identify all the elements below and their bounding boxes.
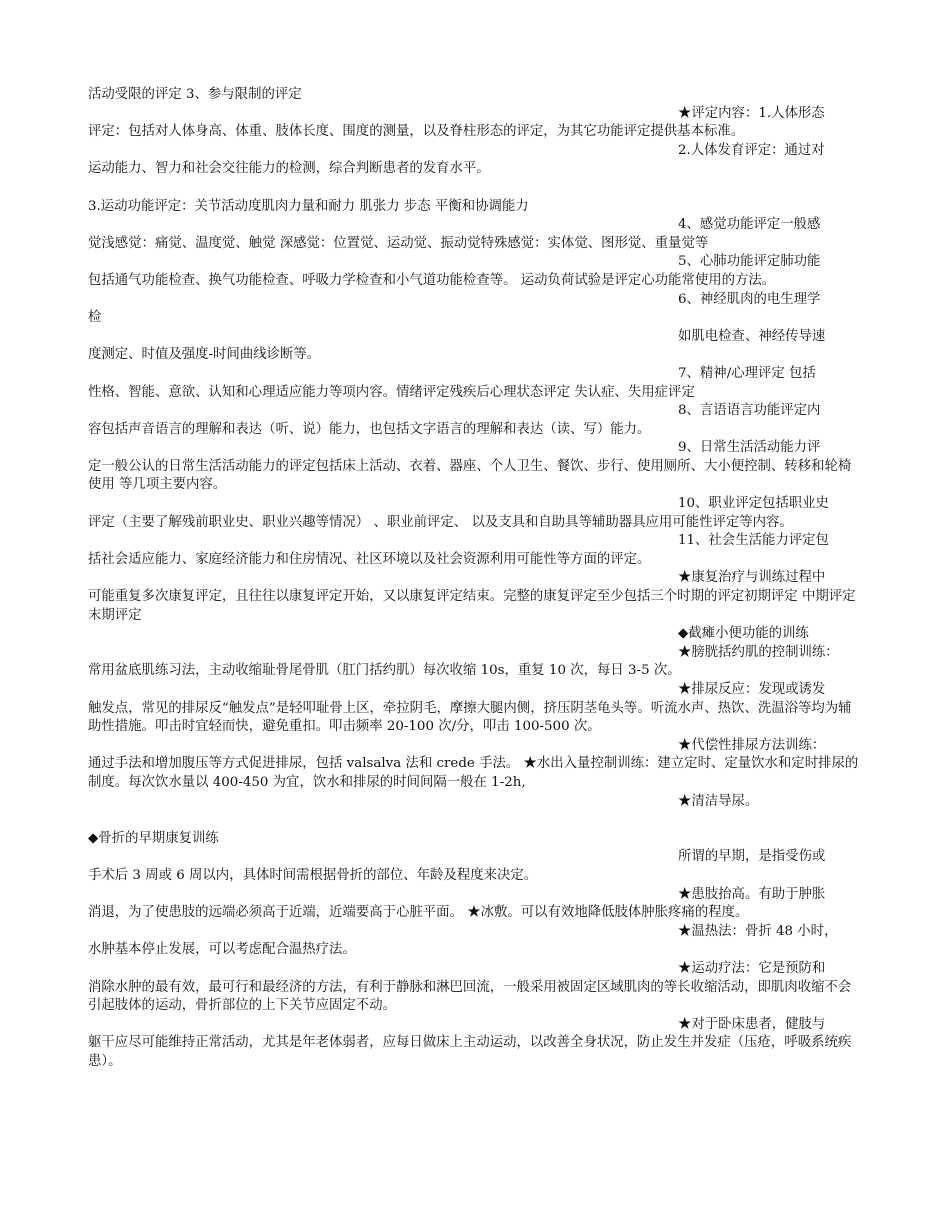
paragraph-text: 包括通气功能检查、换气功能检查、呼吸力学检查和小气道功能检查等。 运动负荷试验是评定心功能常使用的方法。 — [88, 272, 776, 288]
paragraph-text: 容包括声音语言的理解和表达（听、说）能力，也包括文字语言的理解和表达（读、写）能力。 — [88, 421, 651, 437]
paragraph-sphincter-training — [88, 644, 862, 681]
paragraph-heat-therapy — [88, 923, 862, 960]
paragraph-text: 躯干应尽可能维持正常活动，尤其是年老体弱者，应每日做床上主动运动，以改善全身状况，防止发生并发症（压疮，呼吸系统疾患）。 — [88, 1035, 852, 1069]
spacer — [88, 179, 862, 198]
paragraph-development-assessment — [88, 142, 862, 179]
paragraph-text: 触发点，常见的排尿反“触发点”是轻叩耻骨上区，牵拉阴毛，摩擦大腿内侧，挤压阴茎龟头等。听流水声、热饮、洗温浴等均为辅助性措施。叩击时宜轻而快，避免重扣。叩击频率 20-100 次/分，叩击 100-500 次。 — [88, 700, 852, 735]
paragraph-lead: ★膀胱括约肌的控制训练： — [678, 644, 839, 660]
paragraph-lead: 9、日常生活活动能力评 — [678, 440, 821, 456]
paragraph-text: 可能重复多次康复评定，且往往以康复评定开始，又以康复评定结束。完整的康复评定至少包括三个时期的评定初期评定 中期评定 末期评定 — [88, 589, 856, 623]
paragraph-text: 手术后 3 周或 6 周以内，具体时间需根据骨折的部位、年龄及程度来决定。 — [88, 867, 538, 883]
paragraph-sensory-function — [88, 216, 862, 253]
paragraph-emg — [88, 328, 862, 365]
paragraph-vocational — [88, 495, 862, 532]
paragraph-neuromuscular — [88, 291, 862, 328]
paragraph-lead: ★患肢抬高。有助于肿胀 — [678, 886, 826, 902]
paragraph-paraplegia-heading — [88, 625, 862, 644]
paragraph-lead: ★对于卧床患者，健肢与 — [678, 1016, 826, 1032]
paragraph-lead: 5、心肺功能评定肺功能 — [678, 254, 821, 270]
paragraph-lead: ★康复治疗与训练过程中 — [678, 570, 826, 586]
paragraph-compensatory-urination — [88, 737, 862, 793]
paragraph-text: ◆骨折的早期康复训练 — [88, 830, 219, 846]
paragraph-lead: 10、职业评定包括职业史 — [678, 496, 829, 512]
spacer — [88, 811, 862, 830]
paragraph-activity-limitation — [88, 86, 862, 105]
paragraph-text: 水肿基本停止发展，可以考虑配合温热疗法。 — [88, 942, 356, 958]
paragraph-text: 常用盆底肌练习法，主动收缩耻骨尾骨肌（肛门括约肌）每次收缩 10s，重复 10 次，每日 3-5 次。 — [88, 663, 681, 679]
paragraph-lead: ◆截瘫小便功能的训练 — [678, 626, 809, 642]
paragraph-limb-elevation — [88, 886, 862, 923]
paragraph-text: 觉浅感觉：痛觉、温度觉、触觉 深感觉：位置觉、运动觉、振动觉特殊感觉：实体觉、图形觉、重量觉等 — [88, 235, 709, 251]
paragraph-clean-catheterization — [88, 793, 862, 812]
paragraph-lead: 11、社会生活能力评定包 — [678, 533, 829, 549]
paragraph-lead: ★排尿反应：发现或诱发 — [678, 682, 826, 697]
paragraph-cardiopulmonary — [88, 253, 862, 290]
paragraph-bedridden-patients — [88, 1016, 862, 1072]
paragraph-text: 括社会适应能力、家庭经济能力和住房情况、社区环境以及社会资源利用可能性等方面的评定。 — [88, 551, 651, 567]
paragraph-lead: ★运动疗法：它是预防和 — [678, 960, 826, 976]
paragraph-lead: ★温热法：骨折 48 小时， — [678, 923, 838, 939]
paragraph-assessment-content — [88, 105, 862, 142]
paragraph-text: 活动受限的评定 3、参与限制的评定 — [88, 87, 302, 102]
paragraph-rehab-process — [88, 569, 862, 625]
paragraph-adl — [88, 439, 862, 495]
paragraph-text: 消退，为了使患肢的远端必须高于近端，近端要高于心脏平面。 ★冰敷。可以有效地降低肢体肿胀疼痛的程度。 — [88, 905, 749, 921]
paragraph-lead: 6、神经肌肉的电生理学 — [678, 291, 821, 307]
paragraph-urination-reflex — [88, 681, 862, 737]
paragraph-exercise-therapy — [88, 960, 862, 1016]
paragraph-lead: 所谓的早期，是指受伤或 — [678, 849, 826, 865]
paragraph-lead: 8、言语语言功能评定内 — [678, 403, 821, 419]
paragraph-text: 消除水肿的最有效，最可行和最经济的方法，有利于静脉和淋巴回流，一般采用被固定区域肌肉的等长收缩活动，即肌肉收缩不会引起肢体的运动，骨折部位的上下关节应固定不动。 — [88, 979, 852, 1014]
paragraph-text: 度测定、时值及强度-时间曲线诊断等。 — [88, 347, 321, 363]
paragraph-text: 定一般公认的日常生活活动能力的评定包括床上活动、衣着、器座、个人卫生、餐饮、步行、使用厕所、大小便控制、转移和轮椅使用 等几项主要内容。 — [88, 458, 852, 493]
paragraph-text: 评定：包括对人体身高、体重、肢体长度、围度的测量，以及脊柱形态的评定，为其它功能评定提供基本标准。 — [88, 124, 745, 140]
paragraph-text: 运动能力、智力和社会交往能力的检测，综合判断患者的发育水平。 — [88, 161, 490, 177]
paragraph-motor-function — [88, 198, 862, 217]
paragraph-social-life — [88, 532, 862, 569]
paragraph-lead: ★代偿性排尿方法训练： — [678, 737, 826, 753]
paragraph-lead: 2.人体发育评定：通过对 — [678, 142, 825, 158]
paragraph-text: 通过手法和增加腹压等方式促进排尿，包括 valsalva 法和 crede 手法。 ★水出入量控制训练：建立定时、定量饮水和定时排尿的制度。每次饮水量以 400-450 为宜，饮水和排尿的时间间隔一般在 1-2h, — [88, 756, 859, 790]
paragraph-lead: ★评定内容：1.人体形态 — [678, 105, 825, 121]
paragraph-speech-language — [88, 402, 862, 439]
paragraph-text: 评定（主要了解残前职业史、职业兴趣等情况） 、职业前评定、 以及支具和自助具等辅助器具应用可能性评定等内容。 — [88, 514, 793, 530]
paragraph-psychological — [88, 365, 862, 402]
paragraph-lead: 4、感觉功能评定一般感 — [678, 217, 821, 233]
paragraph-lead: 如肌电检查、神经传导速 — [678, 328, 826, 344]
paragraph-text: 3.运动功能评定：关节活动度肌肉力量和耐力 肌张力 步态 平衡和协调能力 — [88, 198, 529, 214]
paragraph-text: 检 — [88, 310, 102, 326]
paragraph-early-stage — [88, 848, 862, 885]
paragraph-lead: ★清洁导尿。 — [678, 793, 759, 809]
paragraph-fracture-heading — [88, 830, 862, 849]
paragraph-text: 性格、智能、意欲、认知和心理适应能力等项内容。情绪评定残疾后心理状态评定 失认症、失用症评定 — [88, 384, 695, 400]
paragraph-lead: 7、精神/心理评定 包括 — [678, 365, 816, 381]
